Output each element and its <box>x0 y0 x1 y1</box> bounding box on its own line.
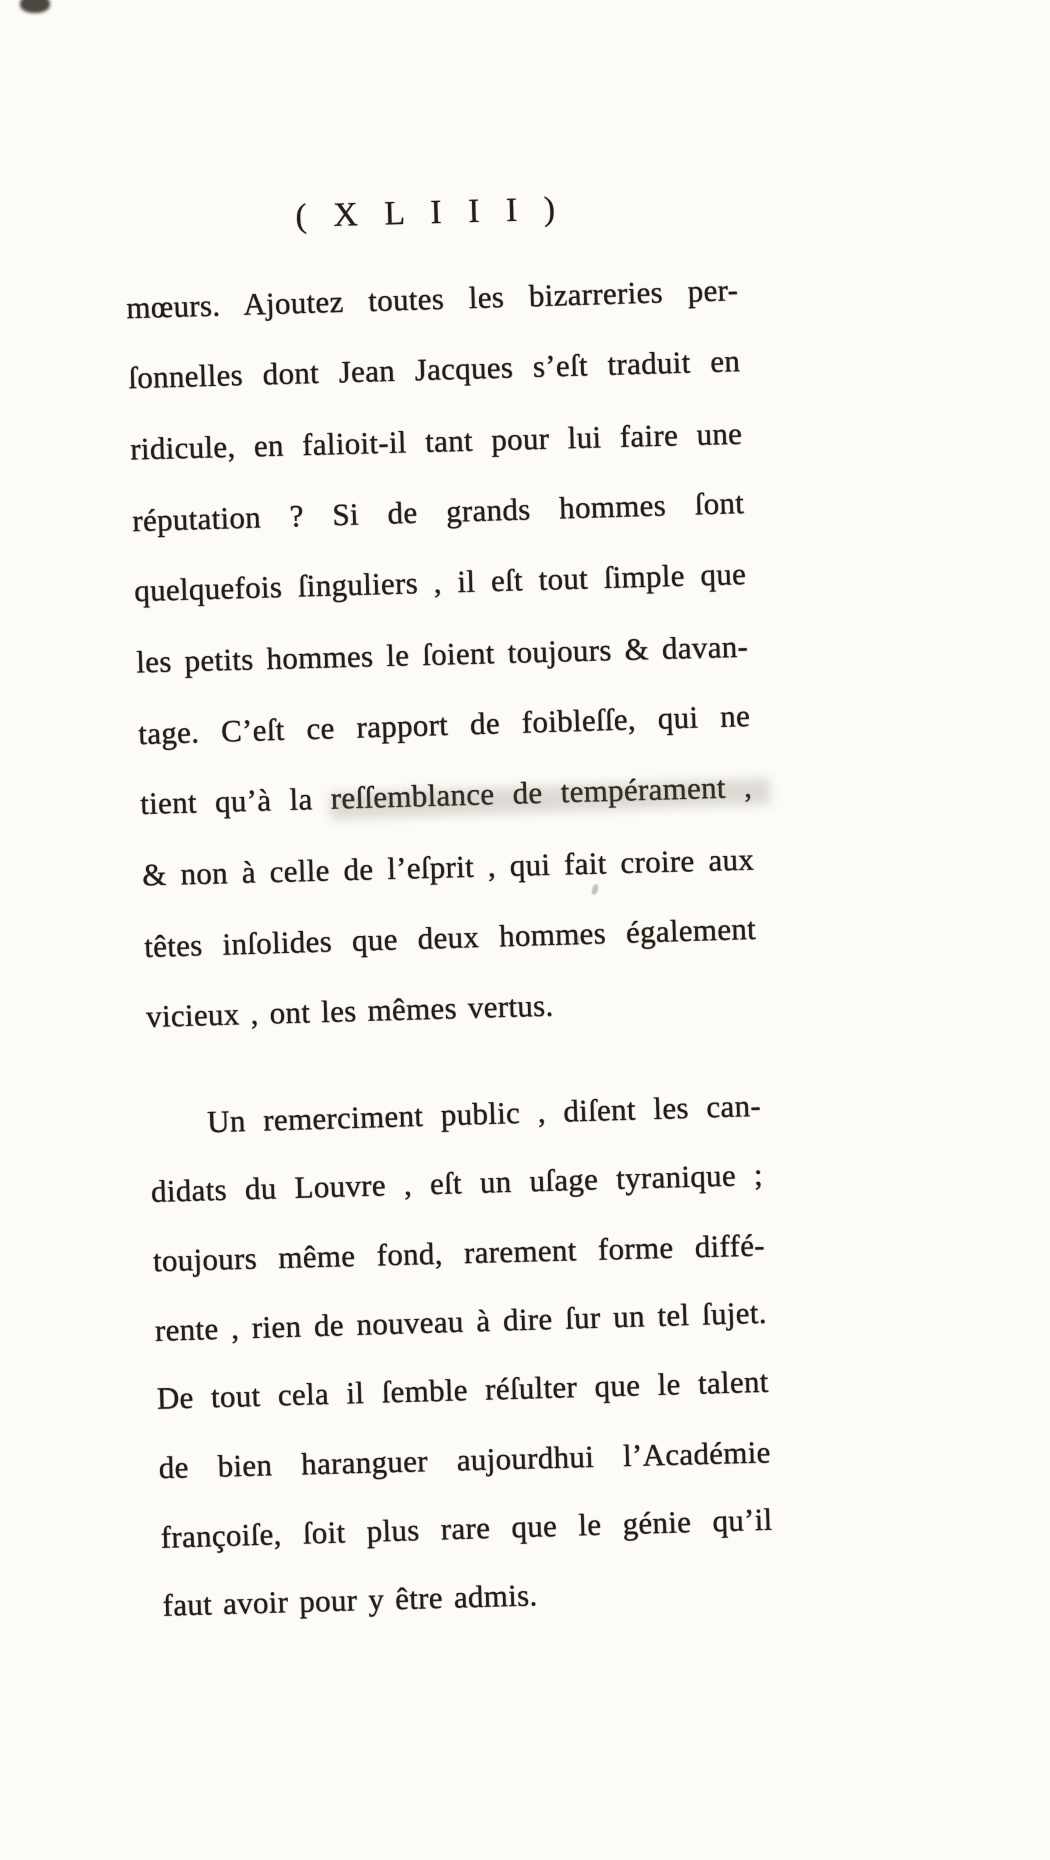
text-line: & non à celle de l’eſprit , qui fait croire aux <box>141 841 755 893</box>
text-line: Un remerciment public , diſent les can- <box>206 1087 762 1140</box>
text-line: tage. C’eſt ce rapport de foibleſſe, qui ne <box>137 697 751 752</box>
text-line: faut avoir pour y être admis. <box>162 1577 538 1623</box>
text-line: les petits hommes le ſoient toujours & davan- <box>135 628 749 680</box>
ink-speck <box>575 935 580 943</box>
text-line: ſonnelles dont Jean Jacques s’eſt traduit en <box>127 343 741 396</box>
text-line: françoiſe, ſoit plus rare que le génie qu’il <box>160 1501 773 1555</box>
printed-text-block <box>123 177 775 1641</box>
text-line: toujours même fond, rarement forme diffé- <box>152 1227 766 1279</box>
text-line: têtes inſolides que deux hommes également <box>143 910 757 965</box>
text-line: de bien haranguer aujourdhui l’Académie <box>158 1434 771 1486</box>
text-line: vicieux , ont les mêmes vertus. <box>145 987 554 1034</box>
text-line: didats du Louvre , eſt un uſage tyranique ; <box>150 1156 764 1209</box>
paragraph-1 <box>125 255 759 1053</box>
text-line: De tout cela il ſemble réſulter que le talent <box>156 1363 770 1416</box>
text-line: réputation ? Si de grands hommes ſont <box>131 485 745 539</box>
text-line: mœurs. Ajoutez toutes les bizarreries per- <box>125 272 739 326</box>
page-number: ( X L I I I ) <box>294 190 565 235</box>
paragraph-2 <box>148 1071 775 1640</box>
text-line: tient qu’à la reſſemblance de tempérament , <box>139 768 753 822</box>
text-line: quelquefois ſinguliers , il eſt tout ſimple que <box>133 556 747 609</box>
text-line: ridicule, en falioit-il tant pour lui faire une <box>129 415 743 467</box>
text-line: rente , rien de nouveau à dire ſur un tel ſujet. <box>154 1294 768 1348</box>
scan-corner-smudge <box>20 0 50 13</box>
